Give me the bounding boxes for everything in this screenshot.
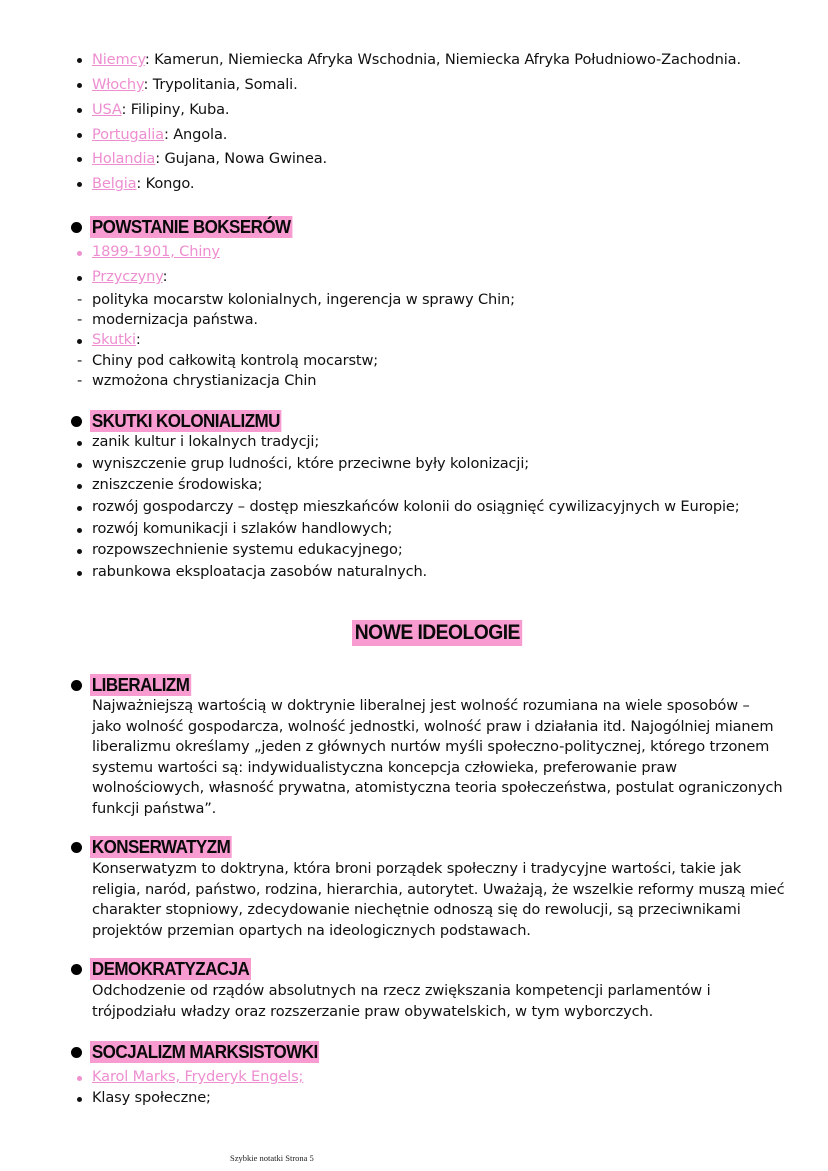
heading-socialism: SOCJALIZM MARKSISTOWKI — [91, 1041, 318, 1062]
bullet-icon — [77, 506, 82, 511]
list-item: Przyczyny: — [92, 268, 168, 285]
country-link[interactable]: Niemcy — [92, 51, 145, 68]
heading-bullet-icon — [71, 964, 82, 975]
bullet-icon — [77, 251, 82, 256]
conservatism-paragraph: Konserwatyzm to doktryna, która broni porządek społeczny i tradycyjne wartości, takie jak religia, naród, państwo, rodzina, hierarchia, autorytet. Uważają, że wszelkie reformy muszą mieć charakter stopniowy, zdecydowanie niechętnie odnoszą się do rewolucji, są przeciwnikami projektów przemian opartych na ideologicznych podstawach. — [92, 860, 785, 939]
list-item: zanik kultur i lokalnych tradycji; — [92, 433, 320, 450]
list-item: Belgia: Kongo. — [92, 175, 195, 192]
section-title: NOWE IDEOLOGIE — [352, 620, 523, 646]
bullet-icon — [77, 133, 82, 138]
list-item: Portugalia: Angola. — [92, 126, 228, 143]
list-item: Niemcy: Kamerun, Niemiecka Afryka Wschodnia, Niemiecka Afryka Południowo-Zachodnia. — [92, 51, 741, 68]
dash-marker: - — [77, 372, 83, 389]
dash-marker: - — [77, 311, 83, 328]
bullet-icon — [77, 276, 82, 281]
heading-bullet-icon — [71, 1047, 82, 1058]
bullet-icon — [77, 528, 82, 533]
list-item: rabunkowa eksploatacja zasobów naturalnych. — [92, 563, 428, 580]
list-item: rozwój komunikacji i szlaków handlowych; — [92, 520, 393, 537]
bullet-icon — [77, 83, 82, 88]
bullet-icon — [77, 182, 82, 187]
dash-marker: - — [77, 291, 83, 308]
dash-marker: - — [77, 352, 83, 369]
list-item: wyniszczenie grup ludności, które przeciwne były kolonizacji; — [92, 455, 529, 472]
list-item: Klasy społeczne; — [92, 1089, 211, 1106]
date-link[interactable]: 1899-1901, Chiny — [92, 243, 220, 260]
heading-bullet-icon — [71, 842, 82, 853]
liberalism-paragraph: Najważniejszą wartością w doktrynie liberalnej jest wolność rozumiana na wiele sposobów – jako wolność gospodarcza, wolność jednostki, wolność praw i działania itd. Najogólniej mianem liberalizmu określamy „jeden z głównych nurtów myśli społeczno-politycznej, którego trzonem systemu wartości są: indywidualistyczna koncepcja człowieka, preferowanie praw wolnościowych, własność prywatna, atomistyczna teoria społeczeństwa, postulat ograniczonych funkcji państwa”. — [92, 697, 783, 817]
country-link[interactable]: Włochy — [92, 76, 144, 93]
bullet-icon — [77, 339, 82, 344]
list-item — [92, 242, 220, 262]
country-link[interactable]: USA — [92, 101, 122, 118]
bullet-icon — [77, 157, 82, 162]
heading-colonialism-effects: SKUTKI KOLONIALIZMU — [91, 410, 280, 431]
bullet-icon — [77, 441, 82, 446]
country-link[interactable]: Portugalia — [92, 126, 164, 143]
bullet-icon — [77, 549, 82, 554]
list-item — [92, 1067, 303, 1087]
list-item: rozpowszechnienie systemu edukacyjnego; — [92, 541, 403, 558]
bullet-icon — [77, 108, 82, 113]
list-item: wzmożona chrystianizacja Chin — [92, 372, 317, 389]
heading-bullet-icon — [71, 680, 82, 691]
bullet-icon — [77, 1097, 82, 1102]
list-item: USA: Filipiny, Kuba. — [92, 101, 230, 118]
bullet-icon — [77, 571, 82, 576]
heading-bullet-icon — [71, 416, 82, 427]
heading-conservatism: KONSERWATYZM — [91, 836, 231, 857]
heading-boxer-rebellion: POWSTANIE BOKSERÓW — [91, 216, 291, 237]
bullet-icon — [77, 1076, 82, 1081]
list-item: modernizacja państwa. — [92, 311, 258, 328]
list-item: rozwój gospodarczy – dostęp mieszkańców kolonii do osiągnięć cywilizacyjnych w Europie; — [92, 498, 740, 515]
page-footer: Szybkie notatki Strona 5 — [230, 1153, 314, 1163]
list-item: zniszczenie środowiska; — [92, 476, 263, 493]
country-link[interactable]: Belgia — [92, 175, 137, 192]
heading-democratization: DEMOKRATYZACJA — [91, 958, 250, 979]
bullet-icon — [77, 58, 82, 63]
democratization-paragraph: Odchodzenie od rządów absolutnych na rzecz zwiększania kompetencji parlamentów i trójpodziału władzy oraz rozszerzanie praw obywatelskich, w tym wyborczych. — [92, 982, 711, 1020]
list-item: Włochy: Trypolitania, Somali. — [92, 76, 298, 93]
bullet-icon — [77, 484, 82, 489]
list-item: Holandia: Gujana, Nowa Gwinea. — [92, 150, 327, 167]
heading-bullet-icon — [71, 222, 82, 233]
list-item: polityka mocarstw kolonialnych, ingerencja w sprawy Chin; — [92, 291, 515, 308]
causes-link[interactable]: Przyczyny — [92, 268, 163, 285]
list-item: Chiny pod całkowitą kontrolą mocarstw; — [92, 352, 379, 369]
list-item: Skutki: — [92, 331, 141, 348]
bullet-icon — [77, 463, 82, 468]
heading-liberalism: LIBERALIZM — [91, 674, 190, 695]
founders-link[interactable]: Karol Marks, Fryderyk Engels; — [92, 1068, 304, 1085]
effects-link[interactable]: Skutki — [92, 331, 136, 348]
country-link[interactable]: Holandia — [92, 150, 156, 167]
